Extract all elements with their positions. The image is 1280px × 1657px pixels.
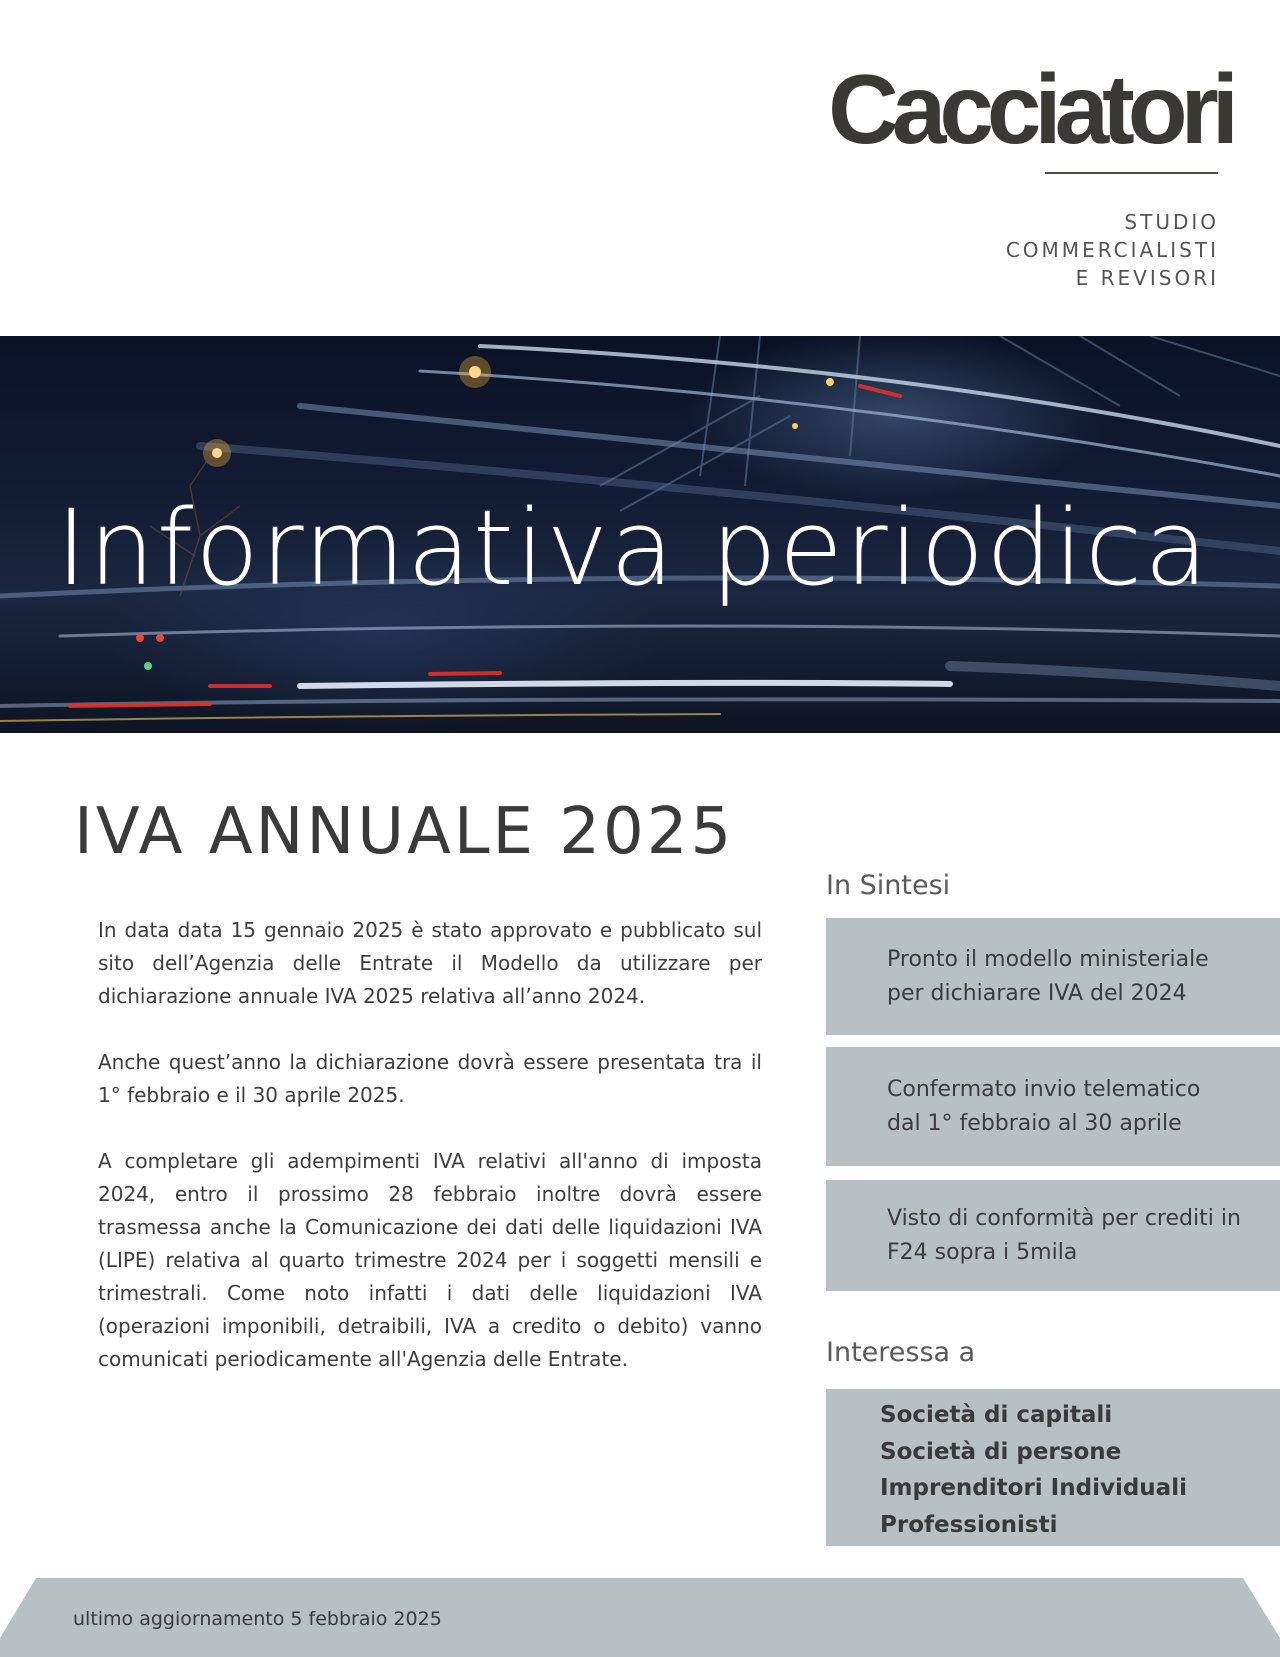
- interessa-list: [826, 1389, 1280, 1546]
- sintesi-item-line: Confermato invio telematico: [887, 1076, 1201, 1102]
- interessa-item: Imprenditori Individuali: [880, 1475, 1187, 1501]
- sintesi-item-line: dal 1° febbraio al 30 aprile: [887, 1110, 1182, 1136]
- interessa-item: Società di persone: [880, 1438, 1122, 1465]
- sintesi-item-line: F24 sopra i 5mila: [887, 1239, 1078, 1265]
- interessa-item: Società di capitali: [880, 1402, 1113, 1428]
- paragraph: Anche quest’anno la dichiarazione dovrà essere presentata tra il 1° febbraio e il 30 aprile 2025.: [98, 1050, 762, 1107]
- logo-divider: [1045, 172, 1218, 174]
- firm-description: [1006, 208, 1219, 292]
- firm-line: COMMERCIALISTI: [1005, 238, 1219, 262]
- sintesi-heading: In Sintesi: [826, 870, 951, 901]
- page-title: IVA ANNUALE 2025: [74, 795, 735, 869]
- article-body: [98, 914, 762, 1409]
- sintesi-item-line: Pronto il modello ministeriale: [887, 946, 1209, 972]
- interessa-heading: Interessa a: [826, 1337, 976, 1368]
- footer-band: [0, 1578, 1280, 1657]
- sintesi-item: [826, 918, 1280, 1035]
- interessa-item: Professionisti: [880, 1511, 1058, 1538]
- sintesi-item-line: per dichiarare IVA del 2024: [887, 980, 1187, 1006]
- paragraph: In data data 15 gennaio 2025 è stato approvato e pubblicato sul sito dell’Agenzia delle Entrate il Modello da utilizzare per dichiarazione annuale IVA 2025 relativa all’anno 2024.: [98, 918, 762, 1008]
- paragraph: A completare gli adempimenti IVA relativi all'anno di imposta 2024, entro il prossimo 28 febbraio inoltre dovrà essere trasmessa anche la Comunicazione dei dati delle liquidazioni IVA (LIPE) relativa al quarto trimestre 2024 per i soggetti mensili e trimestrali. Come noto infatti i dati delle liquidazioni IVA (operazioni imponibili, detraibili, IVA a credito o debito) vanno comunicati periodicamente all'Agenzia delle Entrate.: [98, 1149, 762, 1371]
- firm-line: STUDIO: [1124, 210, 1219, 234]
- hero-banner: [0, 336, 1280, 733]
- firm-logo: Cacciatori: [828, 54, 1232, 164]
- sintesi-item-line: Visto di conformità per crediti in: [887, 1205, 1241, 1231]
- hero-title: Informativa periodica: [56, 487, 1210, 609]
- sintesi-item: [826, 1180, 1280, 1291]
- sintesi-item: [826, 1047, 1280, 1166]
- last-updated: ultimo aggiornamento 5 febbraio 2025: [73, 1608, 442, 1630]
- firm-line: E REVISORI: [1075, 266, 1219, 290]
